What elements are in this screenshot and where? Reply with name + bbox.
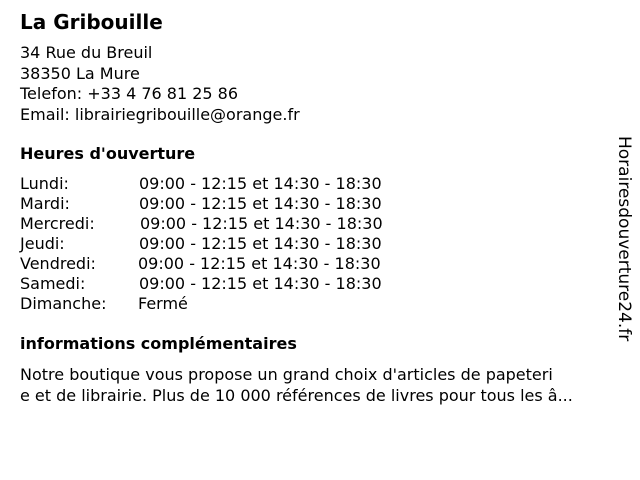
day-hours: 09:00 - 12:15 et 14:30 - 18:30	[139, 174, 382, 193]
hours-row-wednesday	[20, 214, 440, 234]
day-hours: 09:00 - 12:15 et 14:30 - 18:30	[139, 234, 382, 253]
hours-row-monday	[20, 174, 440, 194]
day-label: Samedi:	[20, 274, 86, 293]
hours-row-thursday	[20, 234, 440, 254]
description-line: Notre boutique vous propose un grand choix d'articles de papeteri	[20, 365, 553, 384]
day-label: Mardi:	[20, 194, 70, 213]
day-label: Mercredi:	[20, 214, 95, 233]
email-address: Email: librairiegribouille@orange.fr	[20, 104, 300, 124]
shop-name: La Gribouille	[20, 10, 163, 34]
shop-description	[20, 364, 610, 406]
day-hours: 09:00 - 12:15 et 14:30 - 18:30	[138, 254, 381, 273]
hours-row-tuesday	[20, 194, 440, 214]
hours-row-saturday	[20, 274, 440, 294]
day-label: Lundi:	[20, 174, 69, 193]
day-label: Dimanche:	[20, 294, 107, 313]
hours-row-friday	[20, 254, 440, 274]
day-hours: Fermé	[138, 294, 188, 313]
day-label: Vendredi:	[20, 254, 96, 273]
day-hours: 09:00 - 12:15 et 14:30 - 18:30	[140, 214, 383, 233]
day-label: Jeudi:	[20, 234, 65, 253]
day-hours: 09:00 - 12:15 et 14:30 - 18:30	[139, 274, 382, 293]
address-city: 38350 La Mure	[20, 63, 140, 83]
site-watermark: Horairesdouverture24.fr	[614, 136, 634, 342]
hours-row-sunday	[20, 294, 440, 314]
day-hours: 09:00 - 12:15 et 14:30 - 18:30	[139, 194, 382, 213]
phone-number: Telefon: +33 4 76 81 25 86	[20, 84, 239, 103]
address-block	[20, 43, 300, 125]
opening-hours-table	[20, 174, 440, 314]
opening-hours-title: Heures d'ouverture	[20, 144, 196, 163]
address-street: 34 Rue du Breuil	[20, 43, 153, 62]
additional-info-title: informations complémentaires	[20, 334, 297, 353]
description-line: e et de librairie. Plus de 10 000 références de livres pour tous les â...	[20, 386, 573, 405]
